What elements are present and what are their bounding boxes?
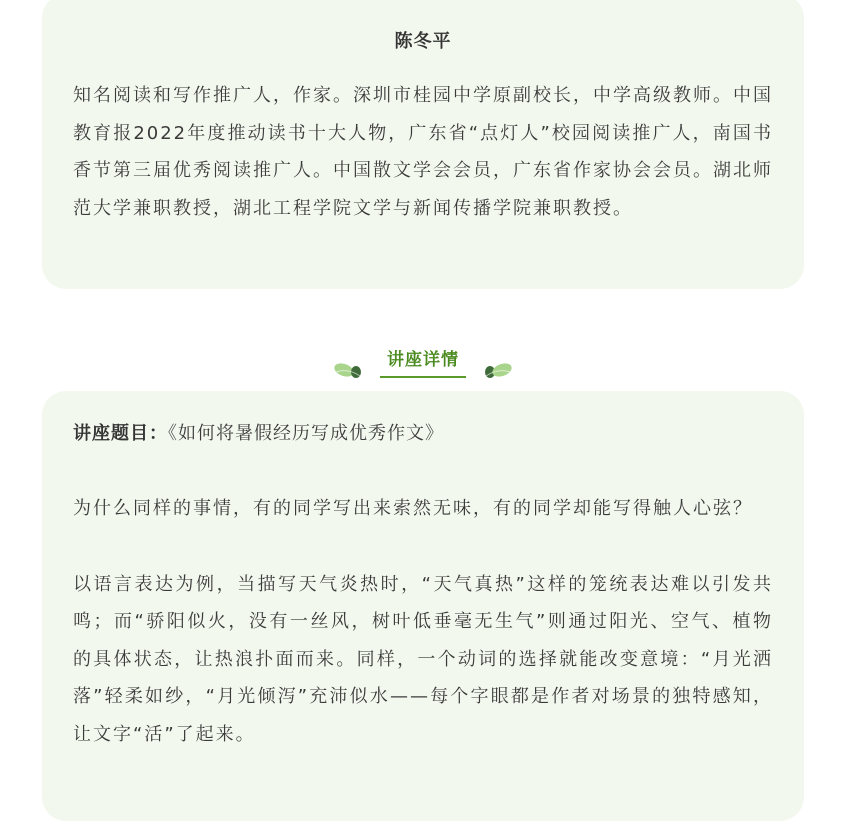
lecture-title	[73, 415, 773, 452]
author-bio: 知名阅读和写作推广人，作家。深圳市桂园中学原副校长，中学高级教师。中国教育报2022年度推动读书十大人物，广东省“点灯人”校园阅读推广人，南国书香节第三届优秀阅读推广人。中国散文学会会员，广东省作家协会会员。湖北师范大学兼职教授，湖北工程学院文学与新闻传播学院兼职教授。	[73, 85, 773, 219]
lecture-topic-label: 讲座题目：	[73, 423, 168, 444]
section-title: 讲座详情	[387, 350, 459, 370]
lecture-topic: 《如何将暑假经历写成优秀作文》	[168, 423, 444, 444]
author-card	[42, 0, 804, 289]
leaf-left-icon	[332, 358, 366, 380]
author-name: 陈冬平	[394, 31, 452, 52]
lecture-card	[42, 391, 804, 821]
lecture-paragraph-1: 为什么同样的事情，有的同学写出来索然无味，有的同学却能写得触人心弦？	[73, 498, 753, 519]
section-header	[0, 340, 845, 385]
leaf-right-icon	[480, 358, 514, 380]
lecture-paragraph-2: 以语言表达为例，当描写天气炎热时，“天气真热”这样的笼统表达难以引发共鸣；而“骄阳似火，没有一丝风，树叶低垂毫无生气”则通过阳光、空气、植物的具体状态，让热浪扑面而来。同样，一个动词的选择就能改变意境：“月光洒落”轻柔如纱，“月光倾泻”充沛似水——每个字眼都是作者对场景的独特感知，让文字“活”了起来。	[73, 573, 773, 745]
section-title-underline	[380, 376, 466, 378]
